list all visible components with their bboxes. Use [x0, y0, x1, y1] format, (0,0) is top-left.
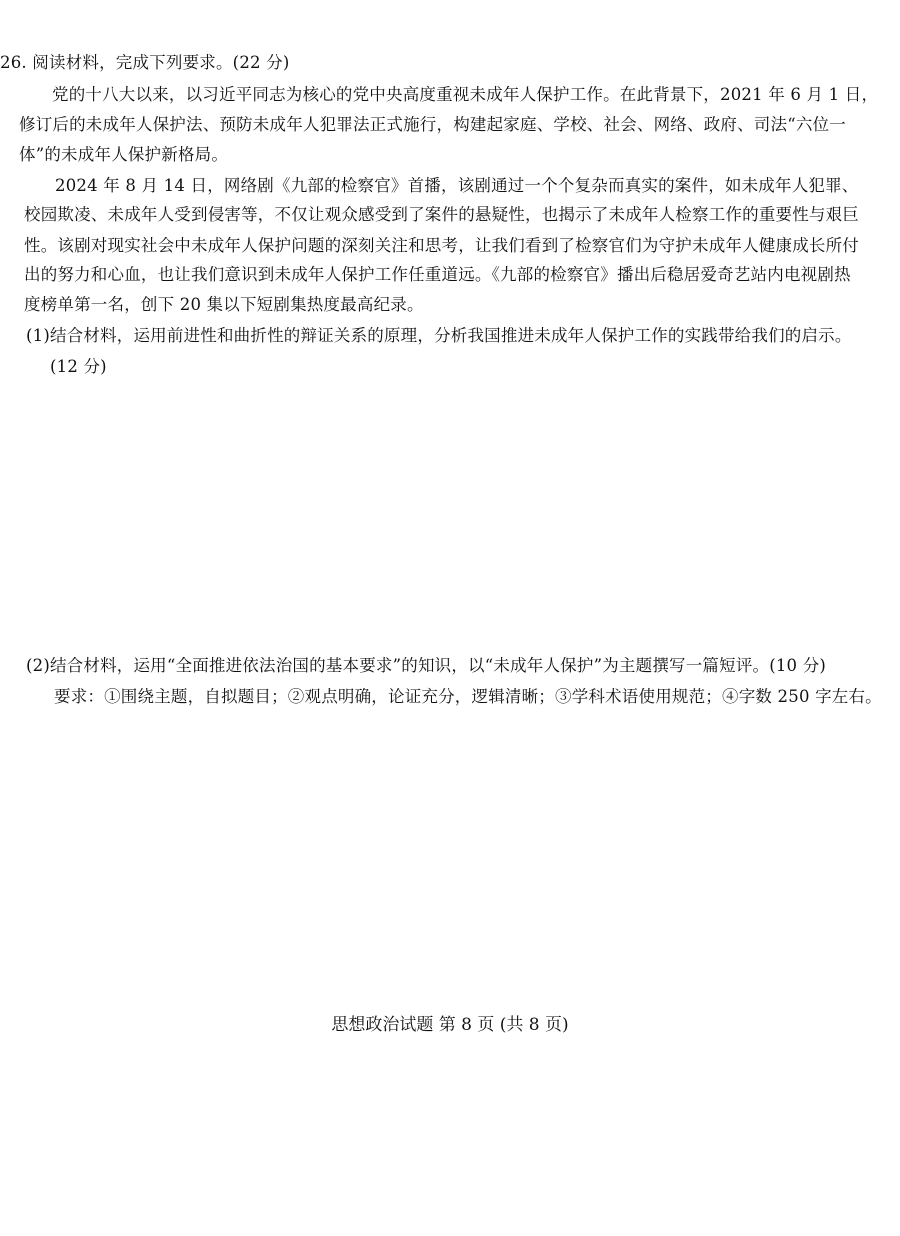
material-line: 度榜单第一名，创下 20 集以下短剧集热度最高纪录。 — [24, 295, 424, 314]
material-line: 党的十八大以来，以习近平同志为核心的党中央高度重视未成年人保护工作。在此背景下，2021 年 6 月 1 日， — [52, 85, 879, 104]
material-line: 修订后的未成年人保护法、预防未成年人犯罪法正式施行，构建起家庭、学校、社会、网络、政府、司法“六位一 — [19, 115, 846, 134]
material-line: 校园欺凌、未成年人受到侵害等，不仅让观众感受到了案件的悬疑性，也揭示了未成年人检察工作的重要性与艰巨 — [24, 205, 859, 224]
sub-question-1-score: (12 分) — [50, 357, 107, 376]
material-line: 性。该剧对现实社会中未成年人保护问题的深刻关注和思考，让我们看到了检察官们为守护未成年人健康成长所付 — [24, 236, 859, 255]
answer-area-2 — [0, 720, 900, 1000]
sub-question-2-requirements: 要求：①围绕主题，自拟题目；②观点明确，论证充分，逻辑清晰；③学科术语使用规范；④字数 250 字左右。 — [54, 687, 882, 706]
sub-question-1: (1)结合材料，运用前进性和曲折性的辩证关系的原理，分析我国推进未成年人保护工作的实践带给我们的启示。 — [26, 326, 852, 345]
material-line: 体”的未成年人保护新格局。 — [19, 145, 229, 164]
material-line: 2024 年 8 月 14 日，网络剧《九部的检察官》首播，该剧通过一个个复杂而真实的案件，如未成年人犯罪、 — [55, 176, 859, 195]
answer-area-1 — [0, 390, 900, 650]
page-footer: 思想政治试题 第 8 页 (共 8 页) — [331, 1015, 569, 1035]
question-heading: 26. 阅读材料，完成下列要求。(22 分) — [0, 53, 290, 72]
sub-question-2: (2)结合材料，运用“全面推进依法治国的基本要求”的知识，以“未成年人保护”为主题撰写一篇短评。(10 分) — [26, 656, 827, 675]
material-line: 出的努力和心血，也让我们意识到未成年人保护工作任重道远。《九部的检察官》播出后稳居爱奇艺站内电视剧热 — [24, 265, 851, 284]
